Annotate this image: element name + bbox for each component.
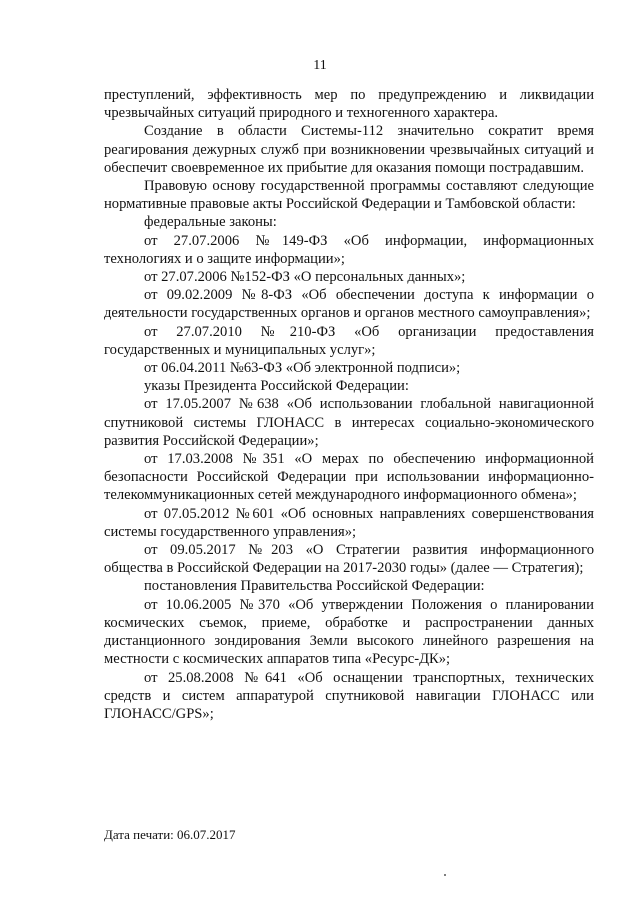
law-item: от 27.07.2010 №210-ФЗ «Об организации предоставления государственных и муниципальных услуг»; xyxy=(104,323,594,358)
resolution-item: от 25.08.2008 №641 «Об оснащении транспортных, технических средств и систем аппаратурой спутниковой навигации ГЛОНАСС или ГЛОНАСС/GPS»; xyxy=(104,669,594,722)
law-item: от 27.07.2006 №149-ФЗ «Об информации, информационных технологиях и о защите информации»; xyxy=(104,232,594,267)
paragraph-legal-basis: Правовую основу государственной программы составляют следующие нормативные правовые акты Российской Федерации и Тамбовской области: xyxy=(104,178,594,213)
decree-item: от 09.05.2017 №203 «О Стратегии развития информационного общества в Российской Федерации на 2017-2030 годы» (далее — Стратегия); xyxy=(104,542,594,577)
heading-government-resolutions: постановления Правительства Российской Федерации: xyxy=(144,578,485,595)
heading-presidential-decrees: указы Президента Российской Федерации: xyxy=(144,378,409,395)
resolution-item: от 10.06.2005 №370 «Об утверждении Положения о планировании космических съемок, приеме, обработке и распространении данных дистанционного зондирования Земли высокого линейного разрешения на местности с космических аппаратов типа «Ресурс-ДК»; xyxy=(104,596,594,668)
document-body xyxy=(104,86,594,723)
law-item: от 27.07.2006 №152-ФЗ «О персональных данных»; xyxy=(144,269,466,286)
paragraph-continuation: преступлений, эффективность мер по предупреждению и ликвидации чрезвычайных ситуаций природного и техногенного характера. xyxy=(104,87,594,122)
page-number: 11 xyxy=(313,58,327,73)
decree-item: от 17.03.2008 №351 «О мерах по обеспечению информационной безопасности Российской Федерации при использовании информационно-телекоммуникационных сетей международного информационного обмена»; xyxy=(104,451,594,504)
print-date: Дата печати: 06.07.2017 xyxy=(104,827,236,842)
decree-item: от 17.05.2007 №638 «Об использовании глобальной навигационной спутниковой системы ГЛОНАСС в интересах социально-экономического развития Российской Федерации»; xyxy=(104,396,594,449)
scan-speck xyxy=(444,874,446,876)
heading-federal-laws: федеральные законы: xyxy=(144,214,277,231)
decree-item: от 07.05.2012 №601 «Об основных направлениях совершенствования системы государственного управления»; xyxy=(104,505,594,540)
paragraph-system-112: Создание в области Системы-112 значительно сократит время реагирования дежурных служб при возникновении чрезвычайных ситуаций и обеспечит своевременное их прибытие для оказания помощи пострадавшим. xyxy=(104,123,594,176)
law-item: от 09.02.2009 №8-ФЗ «Об обеспечении доступа к информации о деятельности государственных органов и органов местного самоуправления»; xyxy=(104,287,594,322)
law-item: от 06.04.2011 №63-ФЗ «Об электронной подписи»; xyxy=(144,360,461,377)
